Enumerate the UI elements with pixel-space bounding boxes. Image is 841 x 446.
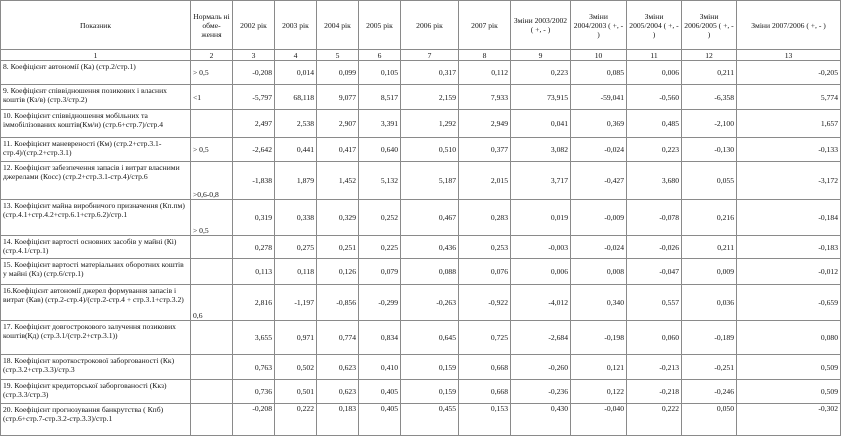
change-cell: 0,369 — [571, 110, 627, 138]
header-change-2004-2003: Зміни 2004/2003 ( +, - ) — [571, 1, 627, 50]
norm-cell: > 0,5 — [191, 138, 233, 162]
value-cell: 0,405 — [359, 404, 401, 436]
change-cell: 0,085 — [571, 61, 627, 85]
change-cell: -4,012 — [511, 285, 571, 321]
change-cell: 0,216 — [682, 200, 737, 236]
change-cell: -59,041 — [571, 85, 627, 110]
change-cell: -0,189 — [682, 321, 737, 355]
column-number: 10 — [571, 50, 627, 61]
value-cell: 0,971 — [275, 321, 317, 355]
value-cell: 8,517 — [359, 85, 401, 110]
value-cell: 7,933 — [459, 85, 511, 110]
column-number: 13 — [737, 50, 841, 61]
change-cell: -0,047 — [627, 259, 682, 285]
change-cell: 0,122 — [571, 380, 627, 404]
table-row — [1, 380, 841, 404]
change-cell: 5,774 — [737, 85, 841, 110]
indicator-cell: 17. Коефіцієнт довгострокового залучення позикових коштів(Кд) (стр.3.1/(стр.2+стр.3.1)) — [1, 321, 191, 355]
value-cell: 0,455 — [401, 404, 459, 436]
column-number: 5 — [317, 50, 359, 61]
value-cell: 0,278 — [233, 236, 275, 259]
value-cell: 0,253 — [459, 236, 511, 259]
value-cell: 1,292 — [401, 110, 459, 138]
change-cell: 0,050 — [682, 404, 737, 436]
change-cell: -0,246 — [682, 380, 737, 404]
value-cell: 0,338 — [275, 200, 317, 236]
value-cell: 0,441 — [275, 138, 317, 162]
change-cell: -0,040 — [571, 404, 627, 436]
change-cell: -0,133 — [737, 138, 841, 162]
change-cell: -0,003 — [511, 236, 571, 259]
change-cell: 0,485 — [627, 110, 682, 138]
norm-cell: > 0,5 — [191, 200, 233, 236]
value-cell: 0,126 — [317, 259, 359, 285]
value-cell: -0,208 — [233, 404, 275, 436]
indicator-cell: 15. Коефіцієнт вартості матеріальних оборотних коштів у майні (Кз) (стр.6/стр.1) — [1, 259, 191, 285]
value-cell: -0,299 — [359, 285, 401, 321]
value-cell: 0,153 — [459, 404, 511, 436]
column-number: 3 — [233, 50, 275, 61]
value-cell: 0,014 — [275, 61, 317, 85]
value-cell: 0,118 — [275, 259, 317, 285]
value-cell: 1,879 — [275, 162, 317, 200]
change-cell: -0,026 — [627, 236, 682, 259]
value-cell: 0,725 — [459, 321, 511, 355]
change-cell: -0,205 — [737, 61, 841, 85]
value-cell: -1,197 — [275, 285, 317, 321]
header-change-2007-2006: Зміни 2007/2006 ( +, - ) — [737, 1, 841, 50]
value-cell: 0,417 — [317, 138, 359, 162]
value-cell: 0,329 — [317, 200, 359, 236]
value-cell: 0,834 — [359, 321, 401, 355]
change-cell: -0,024 — [571, 236, 627, 259]
value-cell: 5,132 — [359, 162, 401, 200]
value-cell: 0,501 — [275, 380, 317, 404]
column-number: 6 — [359, 50, 401, 61]
column-number: 7 — [401, 50, 459, 61]
indicator-cell: 18. Коефіцієнт короткострокової заборгованості (Кк) (стр.3.2+стр.3.3)/стр.3 — [1, 355, 191, 380]
value-cell: 0,099 — [317, 61, 359, 85]
column-number: 11 — [627, 50, 682, 61]
change-cell: 0,055 — [682, 162, 737, 200]
change-cell: 0,041 — [511, 110, 571, 138]
value-cell: 0,159 — [401, 380, 459, 404]
table-row — [1, 138, 841, 162]
column-number: 8 — [459, 50, 511, 61]
change-cell: -2,684 — [511, 321, 571, 355]
change-cell: -0,012 — [737, 259, 841, 285]
value-cell: -0,922 — [459, 285, 511, 321]
change-cell: -0,078 — [627, 200, 682, 236]
change-cell: 3,717 — [511, 162, 571, 200]
value-cell: 0,377 — [459, 138, 511, 162]
value-cell: 3,655 — [233, 321, 275, 355]
value-cell: 0,251 — [317, 236, 359, 259]
value-cell: 0,502 — [275, 355, 317, 380]
value-cell: 0,623 — [317, 355, 359, 380]
value-cell: -1,838 — [233, 162, 275, 200]
value-cell: 0,405 — [359, 380, 401, 404]
indicator-cell: 19. Коефіцієнт кредиторської заборгованості (Ккз) (стр.3.3/стр.3) — [1, 380, 191, 404]
column-number: 9 — [511, 50, 571, 61]
change-cell: 0,211 — [682, 236, 737, 259]
change-cell: -0,218 — [627, 380, 682, 404]
header-indicator: Показник — [1, 1, 191, 50]
table-row — [1, 321, 841, 355]
value-cell: 0,317 — [401, 61, 459, 85]
value-cell: -0,856 — [317, 285, 359, 321]
value-cell: 0,275 — [275, 236, 317, 259]
value-cell: 0,319 — [233, 200, 275, 236]
value-cell: 0,774 — [317, 321, 359, 355]
change-cell: -6,358 — [682, 85, 737, 110]
value-cell: 0,763 — [233, 355, 275, 380]
change-cell: -0,236 — [511, 380, 571, 404]
value-cell: 0,668 — [459, 380, 511, 404]
norm-cell: 0,6 — [191, 285, 233, 321]
value-cell: 2,949 — [459, 110, 511, 138]
value-cell: -5,797 — [233, 85, 275, 110]
change-cell: 0,006 — [627, 61, 682, 85]
change-cell: 0,509 — [737, 380, 841, 404]
change-cell: 0,222 — [627, 404, 682, 436]
value-cell: 0,105 — [359, 61, 401, 85]
indicator-cell: 12. Коефіцієнт забезпечення запасів і витрат власними джерелами (Косс) (стр.2+стр.3.1-стр.4)/стр.6 — [1, 162, 191, 200]
change-cell: 0,006 — [511, 259, 571, 285]
change-cell: 0,211 — [682, 61, 737, 85]
indicator-cell: 9. Коефіцієнт співвідношення позикових і власних коштів (Кз/в) (стр.3/стр.2) — [1, 85, 191, 110]
norm-cell — [191, 355, 233, 380]
value-cell: 0,088 — [401, 259, 459, 285]
header-year-2003: 2003 рік — [275, 1, 317, 50]
change-cell: 0,060 — [627, 321, 682, 355]
table-row — [1, 110, 841, 138]
value-cell: 2,497 — [233, 110, 275, 138]
value-cell: 2,015 — [459, 162, 511, 200]
value-cell: 0,252 — [359, 200, 401, 236]
change-cell: -0,427 — [571, 162, 627, 200]
table-row — [1, 61, 841, 85]
value-cell: 0,159 — [401, 355, 459, 380]
value-cell: 3,391 — [359, 110, 401, 138]
change-cell: 0,430 — [511, 404, 571, 436]
indicator-cell: 20. Коефіцієнт прогнозування банкрутства ( Кпб) (стр.6+стр.7-стр.3.2-стр.3.3)/стр.1 — [1, 404, 191, 436]
norm-cell — [191, 236, 233, 259]
change-cell: -0,251 — [682, 355, 737, 380]
header-year-2004: 2004 рік — [317, 1, 359, 50]
column-number-row — [1, 50, 841, 61]
change-cell: 0,509 — [737, 355, 841, 380]
column-number: 12 — [682, 50, 737, 61]
value-cell: 0,623 — [317, 380, 359, 404]
indicator-cell: 8. Коефіцієнт автономії (Ка) (стр.2/стр.1) — [1, 61, 191, 85]
table-row — [1, 85, 841, 110]
indicator-cell: 10. Коефіцієнт співвідношення мобільних та іммобілізованих коштів(Км/и) (стр.6+стр.7)/стр.4 — [1, 110, 191, 138]
indicator-cell: 13. Коефіцієнт майна виробничого призначення (Кп.пм) (стр.4.1+стр.4.2+стр.6.1+стр.6.2)/стр.1 — [1, 200, 191, 236]
change-cell: 73,915 — [511, 85, 571, 110]
header-change-2005-2004: Зміни 2005/2004 ( +, - ) — [627, 1, 682, 50]
change-cell: 0,121 — [571, 355, 627, 380]
change-cell: 0,019 — [511, 200, 571, 236]
change-cell: -0,183 — [737, 236, 841, 259]
change-cell: 3,680 — [627, 162, 682, 200]
table-row — [1, 162, 841, 200]
value-cell: 0,225 — [359, 236, 401, 259]
header-change-2006-2005: Зміни 2006/2005 ( +, - ) — [682, 1, 737, 50]
value-cell: 2,907 — [317, 110, 359, 138]
column-number: 2 — [191, 50, 233, 61]
value-cell: 0,467 — [401, 200, 459, 236]
norm-cell — [191, 380, 233, 404]
value-cell: 0,283 — [459, 200, 511, 236]
norm-cell — [191, 404, 233, 436]
value-cell: 2,816 — [233, 285, 275, 321]
table-row — [1, 355, 841, 380]
table-row — [1, 404, 841, 436]
norm-cell — [191, 110, 233, 138]
change-cell: 0,223 — [627, 138, 682, 162]
table-row — [1, 236, 841, 259]
column-number: 4 — [275, 50, 317, 61]
value-cell: -2,642 — [233, 138, 275, 162]
value-cell: 0,640 — [359, 138, 401, 162]
change-cell: 0,223 — [511, 61, 571, 85]
header-year-2005: 2005 рік — [359, 1, 401, 50]
change-cell: -0,560 — [627, 85, 682, 110]
change-cell: -0,009 — [571, 200, 627, 236]
change-cell: -0,130 — [682, 138, 737, 162]
indicator-cell: 11. Коефіцієнт маневреності (Км) (стр.2+стр.3.1-стр.4)/(стр.2+стр.3.1) — [1, 138, 191, 162]
header-norm: Нормаль ні обме-ження — [191, 1, 233, 50]
value-cell: 5,187 — [401, 162, 459, 200]
change-cell: -0,659 — [737, 285, 841, 321]
norm-cell — [191, 321, 233, 355]
norm-cell: >0,6-0,8 — [191, 162, 233, 200]
column-number: 1 — [1, 50, 191, 61]
change-cell: 1,657 — [737, 110, 841, 138]
value-cell: 0,113 — [233, 259, 275, 285]
change-cell: 0,036 — [682, 285, 737, 321]
change-cell: 0,008 — [571, 259, 627, 285]
value-cell: 0,510 — [401, 138, 459, 162]
change-cell: -0,024 — [571, 138, 627, 162]
header-year-2007: 2007 рік — [459, 1, 511, 50]
value-cell: 2,159 — [401, 85, 459, 110]
change-cell: -0,198 — [571, 321, 627, 355]
value-cell: 0,183 — [317, 404, 359, 436]
header-row — [1, 1, 841, 50]
value-cell: -0,263 — [401, 285, 459, 321]
header-change-2003-2002: Зміни 2003/2002 ( +, - ) — [511, 1, 571, 50]
indicator-cell: 16.Коефіцієнт автономії джерел формування запасів і витрат (Кав) (стр.2-стр.4)/(стр.2-стр.4 + стр.3.1+стр.3.2) — [1, 285, 191, 321]
value-cell: 0,436 — [401, 236, 459, 259]
table-row — [1, 259, 841, 285]
value-cell: 0,076 — [459, 259, 511, 285]
value-cell: 68,118 — [275, 85, 317, 110]
header-year-2006: 2006 рік — [401, 1, 459, 50]
change-cell: 0,009 — [682, 259, 737, 285]
header-year-2002: 2002 рік — [233, 1, 275, 50]
value-cell: 0,079 — [359, 259, 401, 285]
change-cell: -2,100 — [682, 110, 737, 138]
value-cell: 0,410 — [359, 355, 401, 380]
value-cell: 1,452 — [317, 162, 359, 200]
value-cell: 0,645 — [401, 321, 459, 355]
value-cell: -0,208 — [233, 61, 275, 85]
change-cell: -0,213 — [627, 355, 682, 380]
norm-cell — [191, 259, 233, 285]
change-cell: 0,340 — [571, 285, 627, 321]
change-cell: 3,082 — [511, 138, 571, 162]
value-cell: 0,112 — [459, 61, 511, 85]
value-cell: 0,222 — [275, 404, 317, 436]
change-cell: 0,557 — [627, 285, 682, 321]
value-cell: 0,736 — [233, 380, 275, 404]
change-cell: -0,184 — [737, 200, 841, 236]
norm-cell: > 0,5 — [191, 61, 233, 85]
indicator-cell: 14. Коефіцієнт вартості основних засобів у майні (Кі) (стр.4.1/стр.1) — [1, 236, 191, 259]
table-row — [1, 200, 841, 236]
value-cell: 9,077 — [317, 85, 359, 110]
change-cell: -0,260 — [511, 355, 571, 380]
change-cell: -0,302 — [737, 404, 841, 436]
change-cell: -3,172 — [737, 162, 841, 200]
norm-cell: <1 — [191, 85, 233, 110]
table-row — [1, 285, 841, 321]
value-cell: 2,538 — [275, 110, 317, 138]
value-cell: 0,668 — [459, 355, 511, 380]
change-cell: 0,080 — [737, 321, 841, 355]
